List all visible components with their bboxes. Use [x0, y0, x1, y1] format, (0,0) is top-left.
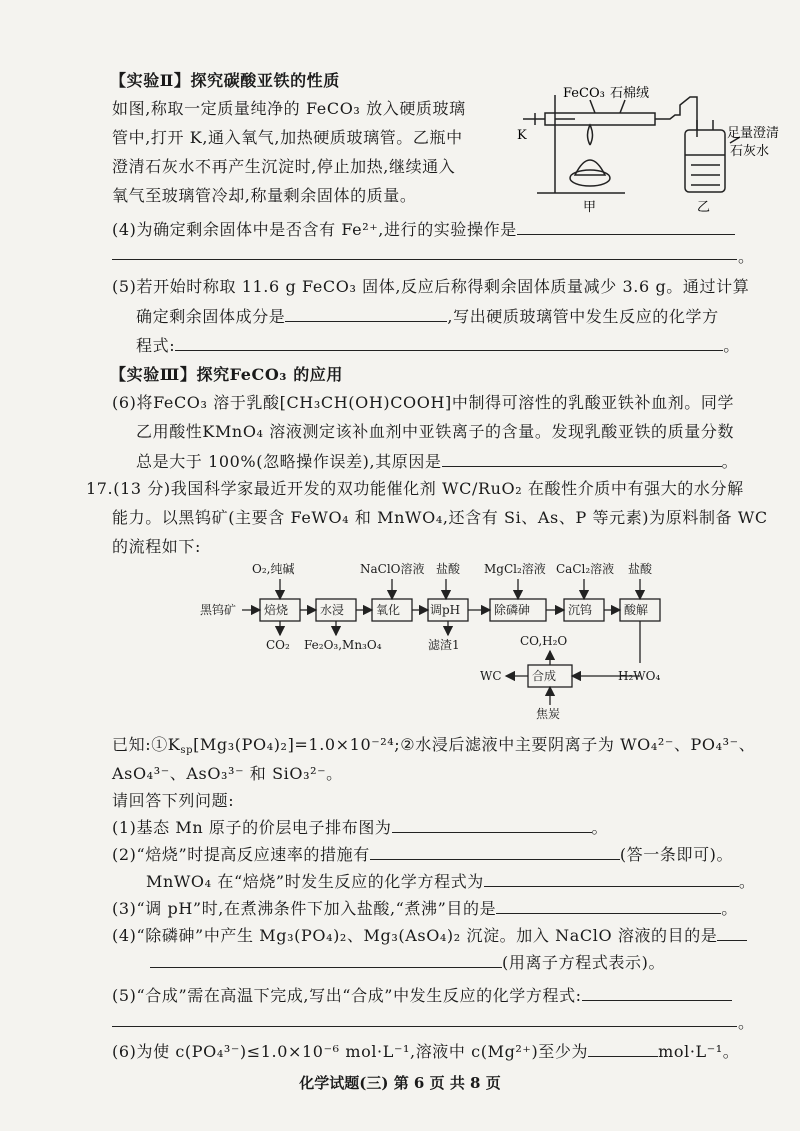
- q17-intro-line: 能力。以黑钨矿(主要含 FeWO₄ 和 MnWO₄,还含有 Si、As、P 等元素)为原料制备 WC: [112, 508, 768, 527]
- flow-step-precip-w: 沉钨: [568, 603, 593, 617]
- yi-label: 乙: [697, 200, 711, 215]
- flow-input-o2: O₂,纯碱: [252, 562, 295, 576]
- question-5-line: 确定剩余固体成分是 ,写出硬质玻璃管中发生反应的化学方: [136, 307, 719, 326]
- limewater-label: 足量澄清: [727, 126, 780, 141]
- flow-synth-byproduct: CO,H₂O: [520, 634, 568, 648]
- q17-6: (6)为使 c(PO₄³⁻)≤1.0×10⁻⁶ mol·L⁻¹,溶液中 c(Mg²⁺)至少为 mol·L⁻¹。: [112, 1042, 740, 1061]
- flow-input-mgcl2: MgCl₂溶液: [484, 562, 546, 576]
- q17-2: (2)“焙烧”时提高反应速率的措施有 (答一条即可)。: [112, 845, 734, 864]
- flow-h2wo4: H₂WO₄: [618, 669, 661, 683]
- flow-step-synthesis: 合成: [532, 669, 557, 683]
- question-5-line: (5)若开始时称取 11.6 g FeCO₃ 固体,反应后称得剩余固体质量减少 3.6 g。通过计算: [112, 277, 750, 296]
- page-footer: 化学试题(三) 第 6 页 共 8 页: [299, 1074, 501, 1092]
- flow-product-wc: WC: [480, 669, 502, 683]
- known-line: 已知$:①K_{sp}[Mg_3(PO_4)_2]=1.0\times 10^{-24};②$水浸后滤液中主要阴离子为 WO₄²⁻、PO₄³⁻、: [112, 735, 756, 756]
- flow-step-leach: 水浸: [320, 603, 345, 617]
- known-line: AsO₄³⁻、AsO₃³⁻ 和 SiO₃²⁻。: [112, 764, 343, 783]
- q17-1: (1)基态 Mn 原子的价层电子排布图为 。: [112, 818, 609, 837]
- flow-input-hcl: 盐酸: [628, 562, 653, 576]
- exp2-para-line: 如图,称取一定质量纯净的 FeCO₃ 放入硬质玻璃: [112, 99, 466, 118]
- exp2-title: 【实验Ⅱ】探究碳酸亚铁的性质: [110, 71, 340, 90]
- exp3-title: 【实验Ⅲ】探究FeCO₃ 的应用: [110, 365, 343, 384]
- please-answer: 请回答下列问题:: [112, 791, 235, 810]
- flow-ore-label: 黑钨矿: [200, 603, 237, 617]
- exp2-para-line: 管中,打开 K,通入氧气,加热硬质玻璃管。乙瓶中: [112, 128, 463, 147]
- feco3-label: FeCO₃: [563, 86, 605, 101]
- limewater-label: 石灰水: [730, 144, 770, 159]
- q17-intro-line: 17.(13 分)我国科学家最近开发的双功能催化剂 WC/RuO₂ 在酸性介质中有强大的水分解: [86, 479, 744, 498]
- process-flowchart: [200, 555, 680, 720]
- q17-3: (3)“调 pH”时,在煮沸条件下加入盐酸,“煮沸”目的是 。: [112, 899, 738, 918]
- q17-2b: MnWO₄ 在“焙烧”时发生反应的化学方程式为 。: [146, 872, 756, 891]
- q17-4b: (用离子方程式表示)。: [150, 951, 665, 974]
- asbestos-label: 石棉绒: [610, 86, 650, 101]
- flow-step-ph: 调pH: [430, 603, 461, 617]
- jia-label: 甲: [583, 200, 597, 215]
- flow-input-naclo: NaClO溶液: [360, 562, 425, 576]
- flow-step-roast: 焙烧: [264, 603, 289, 617]
- question-5-line: 程式: 。: [136, 336, 740, 355]
- flow-step-oxidize: 氧化: [376, 603, 401, 617]
- q17-intro-line: 的流程如下:: [112, 537, 201, 556]
- flow-out-oxides: Fe₂O₃,Mn₃O₄: [304, 638, 382, 652]
- exp2-para-line: 澄清石灰水不再产生沉淀时,停止加热,继续通入: [112, 157, 456, 176]
- flow-step-acidolysis: 酸解: [624, 603, 649, 617]
- flow-input-cacl2: CaCl₂溶液: [556, 562, 615, 576]
- flow-out-co2: CO₂: [266, 638, 290, 652]
- q17-5: (5)“合成”需在高温下完成,写出“合成”中发生反应的化学方程式:: [112, 984, 732, 1007]
- flow-coke: 焦炭: [536, 707, 561, 720]
- q17-4: (4)“除磷砷”中产生 Mg₃(PO₄)₂、Mg₃(AsO₄)₂ 沉淀。加入 NaClO 溶液的目的是: [112, 924, 747, 947]
- flow-input-hcl: 盐酸: [436, 562, 461, 576]
- flow-step-remove-p-as: 除磷砷: [494, 603, 531, 617]
- question-4: (4)为确定剩余固体中是否含有 Fe²⁺,进行的实验操作是: [112, 218, 735, 241]
- apparatus-diagram: [515, 75, 795, 215]
- exp3-q6-line: (6)将FeCO₃ 溶于乳酸[CH₃CH(OH)COOH]中制得可溶性的乳酸亚铁补血剂。同学: [112, 393, 735, 412]
- exp3-q6-line: 乙用酸性KMnO₄ 溶液测定该补血剂中亚铁离子的含量。发现乳酸亚铁的质量分数: [136, 422, 735, 441]
- exp2-para-line: 氧气至玻璃管冷却,称量剩余固体的质量。: [112, 186, 417, 205]
- k-valve-label: K: [517, 128, 527, 143]
- exp3-q6-line: 总是大于 100%(忽略操作误差),其原因是 。: [136, 452, 739, 471]
- flow-out-residue: 滤渣1: [428, 638, 460, 652]
